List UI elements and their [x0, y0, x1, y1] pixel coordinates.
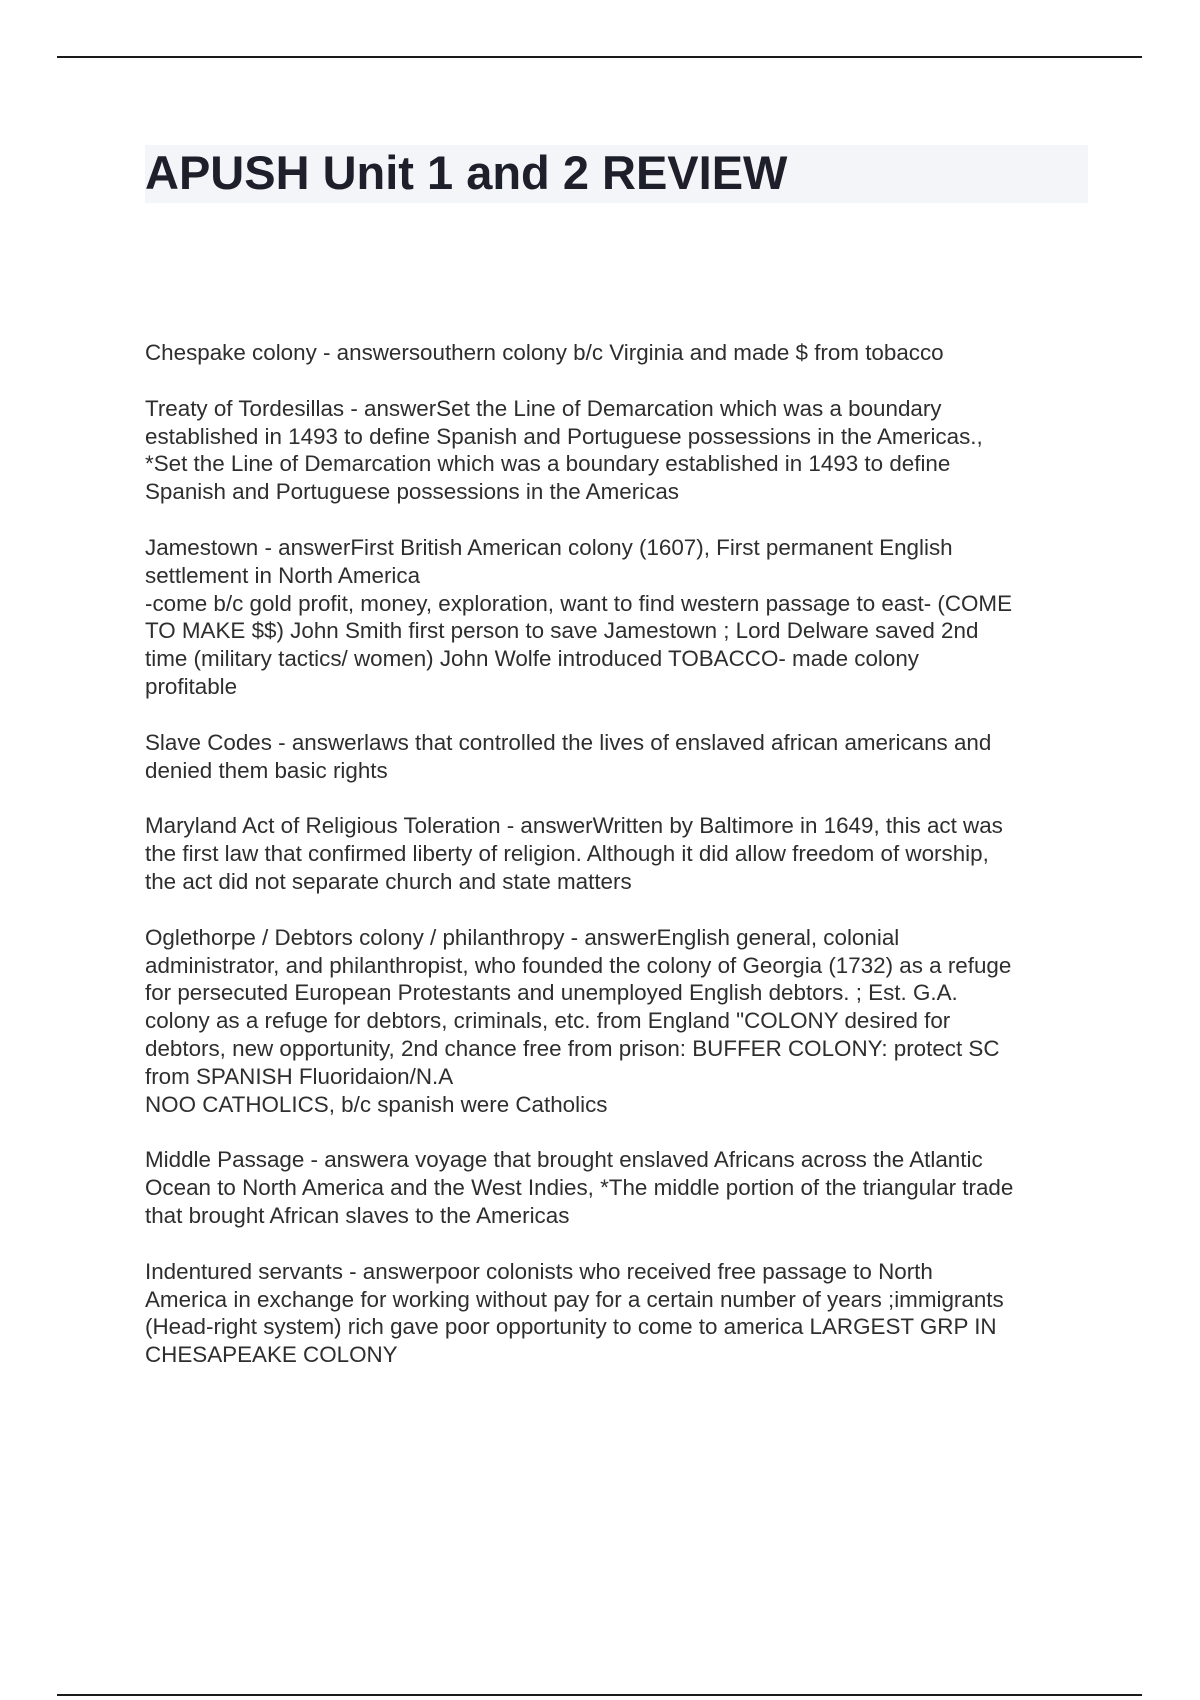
entry-line: (Head-right system) rich gave poor opportunity to come to america LARGEST GRP IN	[145, 1314, 997, 1340]
entry-line: for persecuted European Protestants and unemployed English debtors. ; Est. G.A.	[145, 980, 958, 1006]
entry-line: Spanish and Portuguese possessions in the Americas	[145, 479, 679, 505]
entry-line: *Set the Line of Demarcation which was a boundary established in 1493 to define	[145, 451, 951, 477]
entry-line: -come b/c gold profit, money, exploration, want to find western passage to east- (COME	[145, 590, 1013, 616]
entry-line: time (military tactics/ women) John Wolfe introduced TOBACCO- made colony	[145, 646, 919, 672]
entry-line: TO MAKE $$) John Smith first person to save Jamestown ; Lord Delware saved 2nd	[145, 618, 979, 644]
bottom-divider	[57, 1694, 1142, 1696]
entry-line: settlement in North America	[145, 562, 421, 588]
entry-line: Slave Codes - answerlaws that controlled the lives of enslaved african americans and	[145, 729, 992, 755]
entry-oglethorpe	[145, 924, 1090, 1119]
entry-line: NOO CATHOLICS, b/c spanish were Catholics	[145, 1091, 608, 1117]
entry-line: America in exchange for working without pay for a certain number of years ;immigrants	[145, 1286, 1004, 1312]
top-divider	[57, 56, 1142, 58]
entry-line: Oglethorpe / Debtors colony / philanthropy - answerEnglish general, colonial	[145, 924, 900, 950]
entry-chesapeake-colony	[145, 339, 1090, 367]
entry-line: Middle Passage - answera voyage that brought enslaved Africans across the Atlantic	[145, 1147, 983, 1173]
review-entries	[145, 339, 1090, 1397]
entry-line: profitable	[145, 673, 238, 699]
entry-indentured-servants	[145, 1258, 1090, 1369]
entry-line: Ocean to North America and the West Indies, *The middle portion of the triangular trade	[145, 1175, 1014, 1201]
entry-line: denied them basic rights	[145, 757, 388, 783]
entry-middle-passage	[145, 1146, 1090, 1229]
entry-line: Treaty of Tordesillas - answerSet the Line of Demarcation which was a boundary	[145, 395, 942, 421]
entry-line: that brought African slaves to the Americas	[145, 1202, 570, 1228]
entry-line: CHESAPEAKE COLONY	[145, 1342, 398, 1368]
entry-line: colony as a refuge for debtors, criminals, etc. from England "COLONY desired for	[145, 1008, 951, 1034]
entry-line: Jamestown - answerFirst British American colony (1607), First permanent English	[145, 534, 953, 560]
entry-jamestown	[145, 534, 1090, 701]
entry-treaty-of-tordesillas	[145, 395, 1090, 506]
page-title: APUSH Unit 1 and 2 REVIEW	[145, 146, 788, 199]
entry-line: the act did not separate church and state matters	[145, 868, 632, 894]
entry-slave-codes	[145, 729, 1090, 785]
entry-line: administrator, and philanthropist, who founded the colony of Georgia (1732) as a refuge	[145, 952, 1012, 978]
entry-line: debtors, new opportunity, 2nd chance free from prison: BUFFER COLONY: protect SC	[145, 1035, 1000, 1061]
entry-line: established in 1493 to define Spanish and Portuguese possessions in the Americas.,	[145, 423, 983, 449]
entry-line: Chespake colony - answersouthern colony b/c Virginia and made $ from tobacco	[145, 340, 944, 365]
entry-line: Maryland Act of Religious Toleration - answerWritten by Baltimore in 1649, this act was	[145, 813, 1003, 839]
entry-line: the first law that confirmed liberty of religion. Although it did allow freedom of worship,	[145, 841, 989, 867]
entry-maryland-act	[145, 812, 1090, 895]
entry-line: from SPANISH Fluoridaion/N.A	[145, 1063, 454, 1089]
entry-line: Indentured servants - answerpoor colonists who received free passage to North	[145, 1258, 933, 1284]
